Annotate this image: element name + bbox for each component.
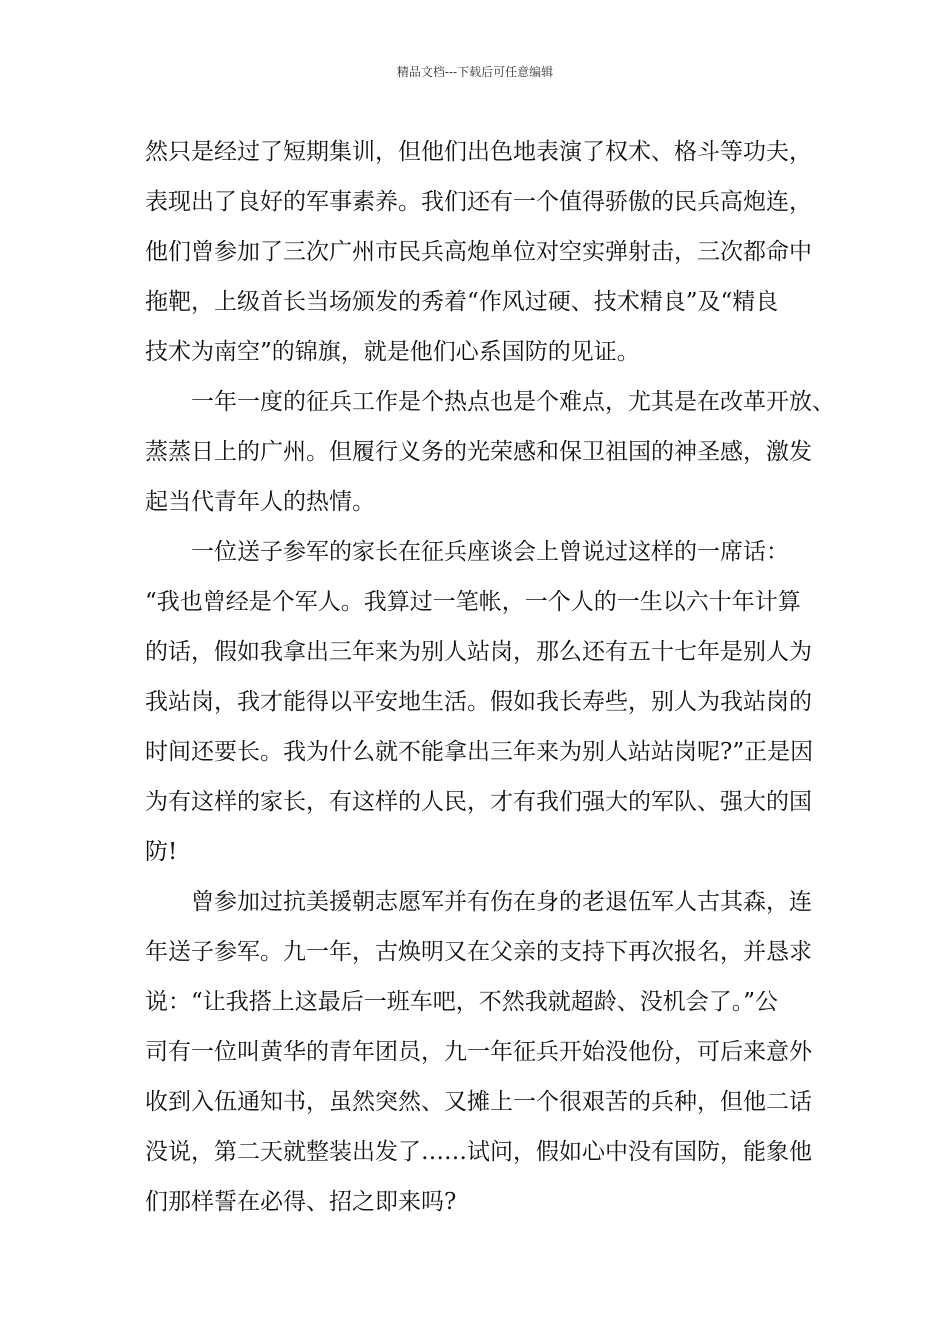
paragraph-3-line-2: “我也曾经是个军人。我算过一笔帐，一个人的一生以六十年计算 <box>145 589 801 615</box>
paragraph-4-line-5: 收到入伍通知书，虽然突然、又摊上一个很艰苦的兵种，但他二话 <box>145 1089 812 1115</box>
paragraph-3-line-5: 时间还要长。我为什么就不能拿出三年来为别人站站岗呢?”正是因 <box>145 739 814 765</box>
paragraph-2-line-1: 一年一度的征兵工作是个热点也是个难点，尤其是在改革开放、 <box>191 389 835 415</box>
page-header: 精品文档---下载后可任意编辑 <box>396 65 554 79</box>
paragraph-4-line-1: 曾参加过抗美援朝志愿军并有伤在身的老退伍军人古其森，连 <box>191 889 812 915</box>
paragraph-4-line-3: 说：“让我搭上这最后一班车吧，不然我就超龄、没机会了。”公 <box>145 989 779 1015</box>
paragraph-1-line-5: 技术为南空”的锦旗，就是他们心系国防的见证。 <box>145 339 640 365</box>
paragraph-2-line-3: 起当代青年人的热情。 <box>145 489 375 515</box>
paragraph-3-line-6: 为有这样的家长，有这样的人民，才有我们强大的军队、强大的国 <box>145 789 812 815</box>
paragraph-3-line-3: 的话，假如我拿出三年来为别人站岗，那么还有五十七年是别人为 <box>145 639 812 665</box>
paragraph-1-line-4: 拖靶，上级首长当场颁发的秀着“作风过硬、技术精良”及“精良 <box>145 289 779 315</box>
paragraph-1-line-1: 然只是经过了短期集训，但他们出色地表演了权术、格斗等功夫， <box>145 139 812 165</box>
paragraph-1-line-3: 他们曾参加了三次广州市民兵高炮单位对空实弹射击，三次都命中 <box>145 239 812 265</box>
paragraph-4-line-6: 没说，第二天就整装出发了……试问，假如心中没有国防，能象他 <box>145 1139 812 1165</box>
document-body <box>145 127 835 1227</box>
paragraph-4-line-4: 司有一位叫黄华的青年团员，九一年征兵开始没他份，可后来意外 <box>145 1039 812 1065</box>
paragraph-3-line-4: 我站岗，我才能得以平安地生活。假如我长寿些，别人为我站岗的 <box>145 689 812 715</box>
paragraph-3-line-1: 一位送子参军的家长在征兵座谈会上曾说过这样的一席话： <box>191 539 789 565</box>
paragraph-4-line-7: 们那样誓在必得、招之即来吗? <box>145 1189 457 1215</box>
paragraph-1-line-2: 表现出了良好的军事素养。我们还有一个值得骄傲的民兵高炮连， <box>145 189 812 215</box>
paragraph-3-line-7: 防! <box>145 839 178 865</box>
paragraph-4-line-2: 年送子参军。九一年，古焕明又在父亲的支持下再次报名，并恳求 <box>145 939 812 965</box>
paragraph-2-line-2: 蒸蒸日上的广州。但履行义务的光荣感和保卫祖国的神圣感，激发 <box>145 439 812 465</box>
